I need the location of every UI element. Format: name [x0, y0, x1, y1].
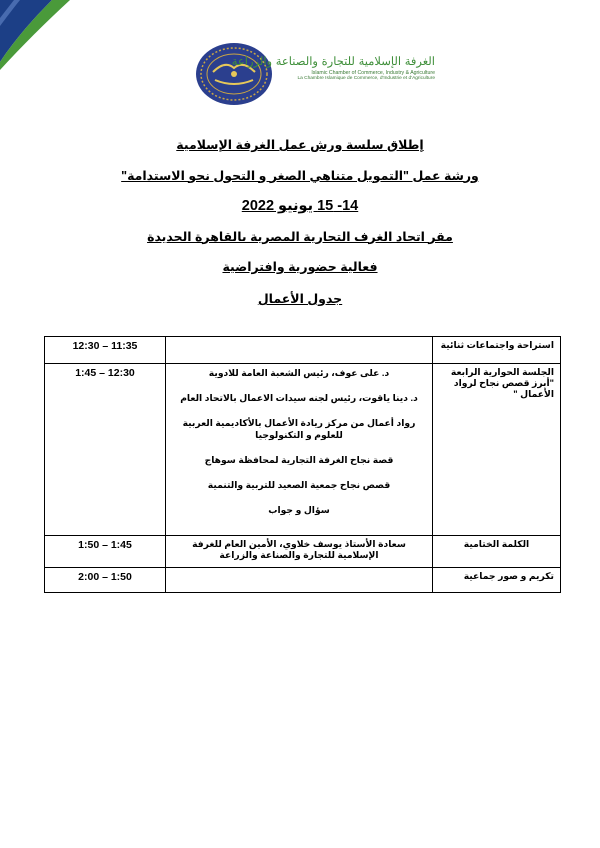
seal-logo-icon [195, 42, 273, 106]
event-format: فعالية حضورية وافتراضية [222, 260, 378, 274]
agenda-title: جدول الأعمال [257, 292, 343, 306]
time-cell: 1:50 – 1:45 [45, 536, 166, 568]
table-row [45, 337, 561, 364]
speaker-item: قصص نجاح جمعية الصعيد للتربية والتنمية [207, 480, 391, 490]
time-cell: 2:00 – 1:50 [45, 568, 166, 593]
chamber-name-french: La Chambre Islamique de Commerce, d'Industrie et d'Agriculture [297, 76, 435, 81]
chamber-name [231, 54, 435, 104]
details-cell [166, 568, 433, 593]
speaker-item: د. دينا ياقوت، رئيس لجنه سيدات الاعمال بالاتحاد العام [180, 393, 418, 403]
table-row [45, 568, 561, 593]
time-cell: 12:30 – 11:35 [45, 337, 166, 364]
speaker-item: قصة نجاح الغرفة التجارية لمحافظة سوهاج [204, 455, 394, 465]
speaker-item: رواد أعمال من مركز ريادة الأعمال بالأكاديمية العربية للعلوم و التكنولوجيا [182, 418, 416, 440]
session-cell: تكريم و صور جماعية [433, 568, 561, 593]
session-cell: الكلمة الختامية [433, 536, 561, 568]
event-venue: مقر اتحاد الغرف التجارية المصرية بالقاهرة الجديدة [147, 229, 453, 244]
table-row [45, 364, 561, 536]
speaker-item: د. على عوف، رئيس الشعبة العامة للادوية [208, 368, 390, 378]
event-date: 14- 15 يونيو 2022 [241, 198, 359, 214]
chamber-name-english: Islamic Chamber of Commerce, Industry & Agriculture [311, 70, 435, 76]
table-row [45, 536, 561, 568]
chamber-name-arabic: الغرفة الإسلامية للتجارة والصناعة والزراعة [231, 54, 435, 68]
session-cell: الجلسة الحوارية الرابعة "أبرز قصص نجاح لرواد الأعمال " [433, 364, 561, 536]
session-cell: استراحة واجتماعات ثنائية [433, 337, 561, 364]
details-cell: سعادة الأستاذ يوسف خلاوي، الأمين العام للغرفة الإسلامية للتجارة والصناعة والزراعة [166, 536, 433, 568]
time-cell: 1:45 – 12:30 [45, 364, 166, 536]
details-cell [166, 337, 433, 364]
details-cell [166, 364, 433, 536]
chamber-logo [195, 40, 435, 110]
title-line-2: ورشة عمل "التمويل متناهي الصغر و التحول نحو الاستدامة" [121, 168, 479, 183]
title-line-1: إطلاق سلسة ورش عمل الغرفة الإسلامية [176, 138, 424, 152]
speaker-item: سؤال و جواب [268, 505, 330, 515]
document-headings [0, 137, 600, 290]
agenda-table [44, 336, 561, 593]
